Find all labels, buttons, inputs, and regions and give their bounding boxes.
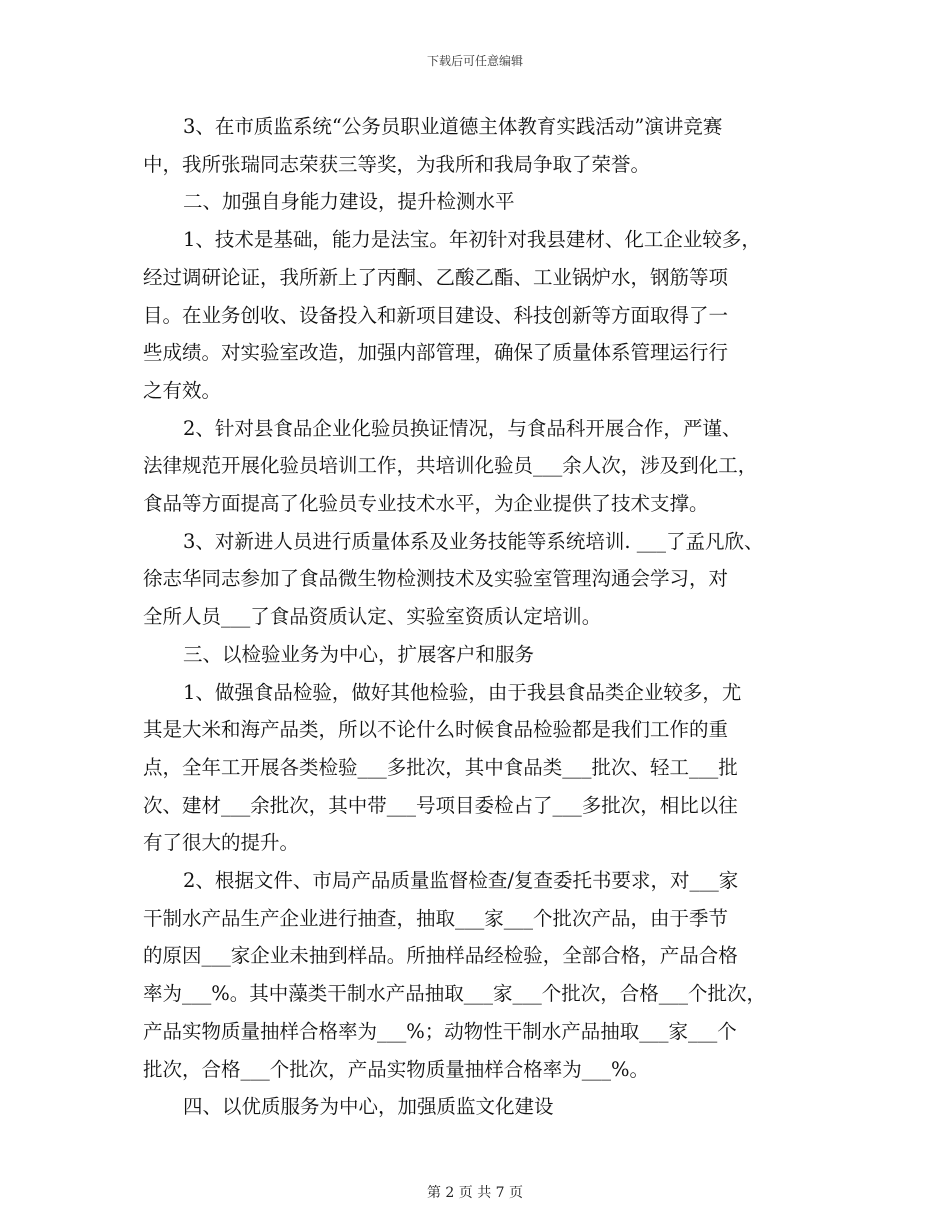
text-line: 三、以检验业务为中心，扩展客户和服务 bbox=[183, 642, 535, 666]
text-line: 3、对新进人员进行质量体系及业务技能等系统培训. ___了孟凡欣、 bbox=[183, 529, 764, 553]
text-line: 徐志华同志参加了食品微生物检测技术及实验室管理沟通会学习，对 bbox=[143, 567, 729, 591]
text-line: 之有效。 bbox=[143, 378, 222, 402]
text-line: 其是大米和海产品类，所以不论什么时候食品检验都是我们工作的重 bbox=[143, 718, 729, 742]
text-line: 中，我所张瑞同志荣获三等奖，为我所和我局争取了荣誉。 bbox=[143, 152, 651, 176]
text-line: 1、做强食品检验，做好其他检验，由于我县食品类企业较多，尤 bbox=[183, 680, 742, 704]
page-number: 第 2 页 共 7 页 bbox=[426, 1185, 524, 1201]
text-line: 食品等方面提高了化验员专业技术水平，为企业提供了技术支撑。 bbox=[143, 492, 709, 516]
text-line: 目。在业务创收、设备投入和新项目建设、科技创新等方面取得了一 bbox=[143, 303, 729, 327]
text-line: 四、以优质服务为中心，加强质监文化建设 bbox=[183, 1095, 554, 1119]
text-line: 干制水产品生产企业进行抽查，抽取___家___个批次产品，由于季节 bbox=[143, 906, 729, 930]
text-line: 次、建材___余批次，其中带___号项目委检占了___多批次，相比以往 bbox=[143, 793, 738, 817]
text-line: 全所人员___了食品资质认定、实验室资质认定培训。 bbox=[143, 605, 602, 629]
text-line: 产品实物质量抽样合格率为___%；动物性干制水产品抽取___家___个 bbox=[143, 1019, 737, 1043]
text-line: 法律规范开展化验员培训工作，共培训化验员___余人次，涉及到化工， bbox=[143, 454, 758, 478]
text-line: 2、根据文件、市局产品质量监督检查/复查委托书要求，对___家 bbox=[183, 869, 739, 893]
text-line: 点，全年工开展各类检验___多批次，其中食品类___批次、轻工___批 bbox=[143, 755, 738, 779]
text-line: 二、加强自身能力建设，提升检测水平 bbox=[183, 190, 515, 214]
text-line: 1、技术是基础，能力是法宝。年初针对我县建材、化工企业较多， bbox=[183, 228, 761, 252]
text-line: 经过调研论证，我所新上了丙酮、乙酸乙酯、工业锅炉水，钢筋等项 bbox=[143, 265, 729, 289]
text-line: 些成绩。对实验室改造，加强内部管理，确保了质量体系管理运行行 bbox=[143, 341, 729, 365]
text-line: 3、在市质监系统“公务员职业道德主体教育实践活动”演讲竞赛 bbox=[183, 115, 723, 138]
text-line: 的原因___家企业未抽到样品。所抽样品经检验，全部合格，产品合格 bbox=[143, 944, 738, 968]
text-line: 2、针对县食品企业化验员换证情况，与食品科开展合作，严谨、 bbox=[183, 416, 742, 440]
document-body bbox=[143, 108, 808, 1126]
text-line: 批次，合格___个批次，产品实物质量抽样合格率为___%。 bbox=[143, 1057, 650, 1081]
text-line: 率为___%。其中藻类干制水产品抽取___家___个批次，合格___个批次， bbox=[143, 982, 767, 1006]
page-header-note: 下载后可任意编辑 bbox=[426, 54, 523, 68]
text-line: 有了很大的提升。 bbox=[143, 831, 300, 855]
